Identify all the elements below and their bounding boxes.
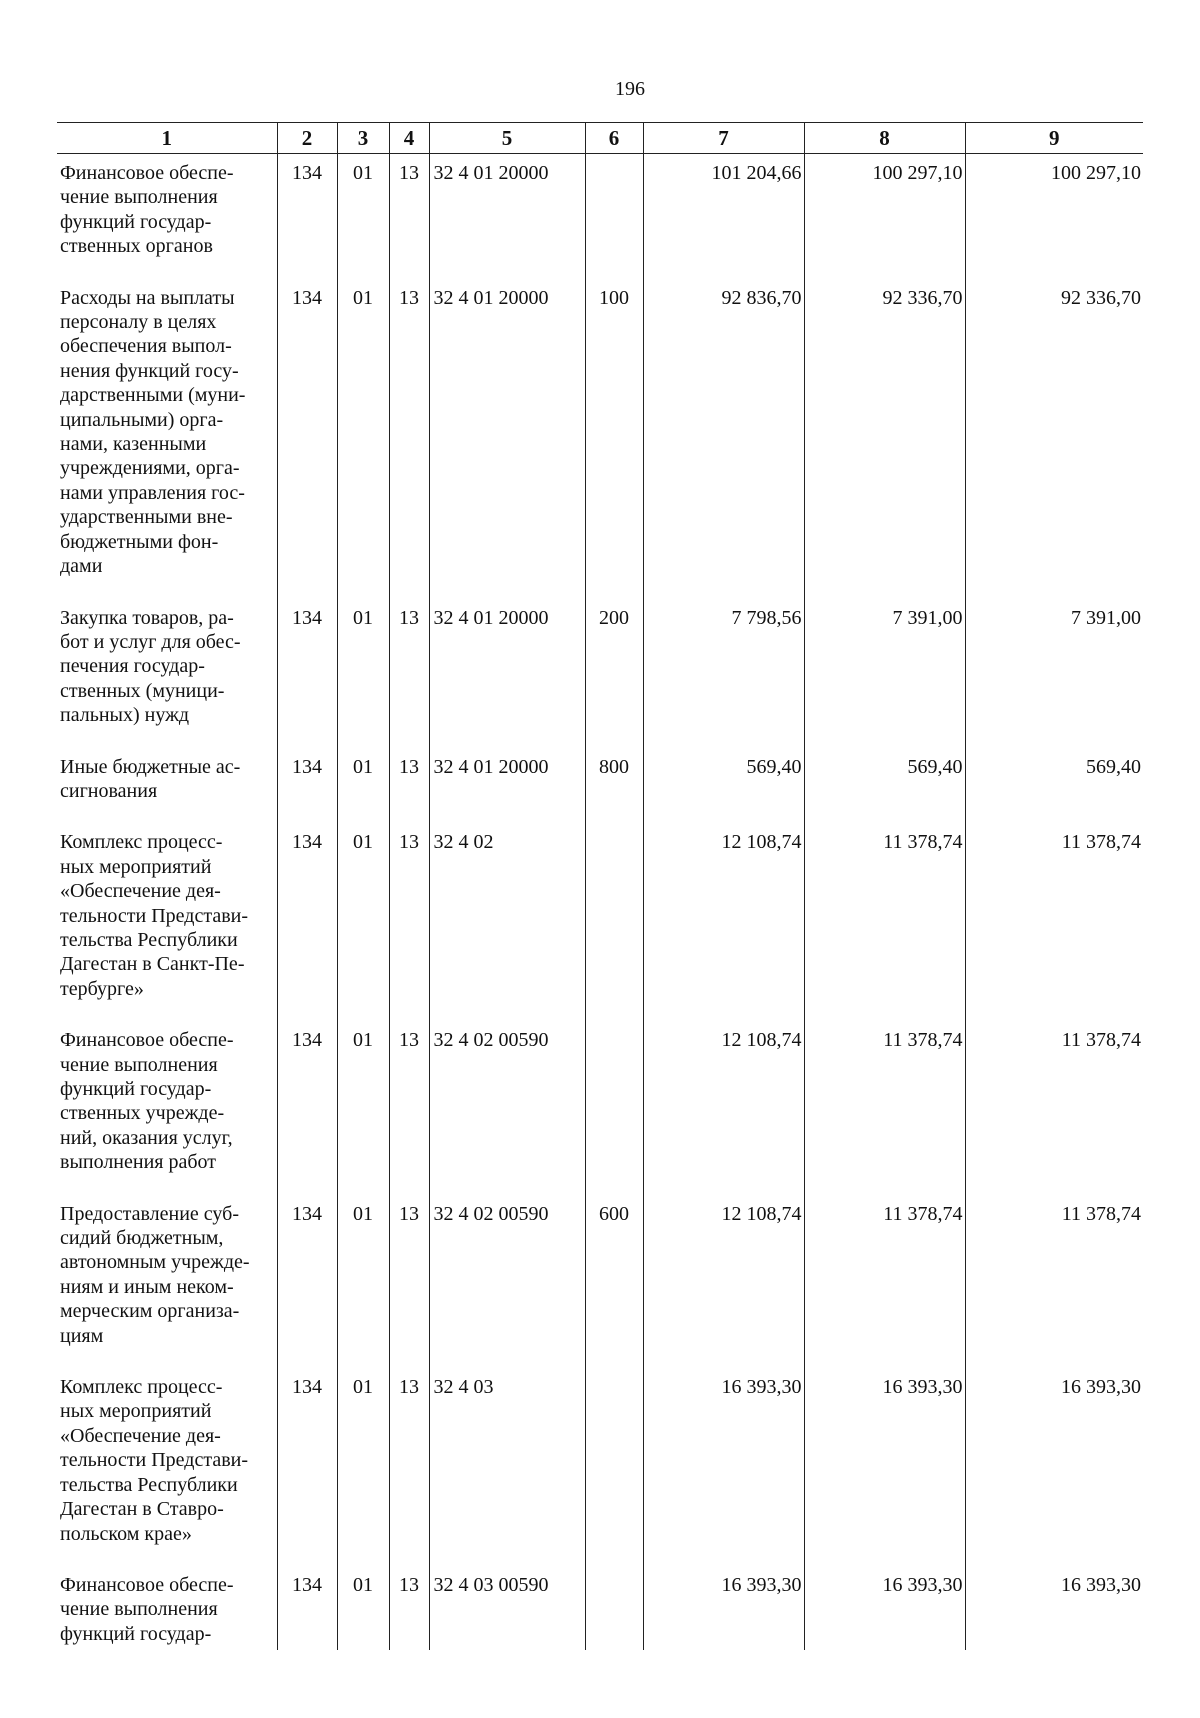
expense-type-cell: 100 <box>585 279 643 599</box>
expense-name-cell: Финансовое обеспе- чение выполнения функций государ- <box>60 1573 234 1645</box>
expense-name-cell: Комплекс процесс- ных мероприятий «Обеспечение дея- тельности Представи- тельства Республики Дагестан в Санкт-Пе- тербурге» <box>60 831 249 1000</box>
amount-col7-cell: 12 108,74 <box>643 823 804 1021</box>
amount-col9-cell: 11 378,74 <box>965 823 1143 1021</box>
target-article-cell: 32 4 03 00590 <box>429 1566 585 1650</box>
section-code-cell: 01 <box>337 279 389 599</box>
column-header: 8 <box>804 123 965 154</box>
amount-col8-cell: 11 378,74 <box>804 1021 965 1194</box>
subsection-code-cell: 13 <box>389 1021 429 1194</box>
table-row <box>57 1368 1143 1566</box>
amount-col8-cell: 100 297,10 <box>804 154 965 279</box>
amount-col7-cell: 12 108,74 <box>643 1021 804 1194</box>
subsection-code-cell: 13 <box>389 599 429 748</box>
target-article-cell: 32 4 02 00590 <box>429 1195 585 1368</box>
table-row <box>57 823 1143 1021</box>
subsection-code-cell: 13 <box>389 1368 429 1566</box>
amount-col8-cell: 7 391,00 <box>804 599 965 748</box>
expense-name-cell: Закупка товаров, ра- бот и услуг для обес- печения государ- ственных (муници- пальных) нужд <box>60 606 241 727</box>
target-article-cell: 32 4 03 <box>429 1368 585 1566</box>
subsection-code-cell: 13 <box>389 279 429 599</box>
ministry-code-cell: 134 <box>277 154 337 279</box>
amount-col8-cell: 16 393,30 <box>804 1566 965 1650</box>
table-row <box>57 1566 1143 1650</box>
ministry-code-cell: 134 <box>277 279 337 599</box>
amount-col8-cell: 569,40 <box>804 748 965 824</box>
column-header: 3 <box>337 123 389 154</box>
column-header: 2 <box>277 123 337 154</box>
expense-name-cell: Комплекс процесс- ных мероприятий «Обеспечение дея- тельности Представи- тельства Республики Дагестан в Ставро- польском крае» <box>60 1376 249 1545</box>
column-header: 9 <box>965 123 1143 154</box>
expense-name-cell: Финансовое обеспе- чение выполнения функций государ- ственных учрежде- ний, оказания услуг, выполнения работ <box>60 1029 234 1174</box>
target-article-cell: 32 4 01 20000 <box>429 279 585 599</box>
section-code-cell: 01 <box>337 1566 389 1650</box>
target-article-cell: 32 4 01 20000 <box>429 599 585 748</box>
ministry-code-cell: 134 <box>277 1566 337 1650</box>
subsection-code-cell: 13 <box>389 1566 429 1650</box>
target-article-cell: 32 4 01 20000 <box>429 154 585 279</box>
expense-type-cell <box>585 1566 643 1650</box>
expense-name-cell: Расходы на выплаты персоналу в целях обеспечения выпол- нения функций госу- дарственными (муни- ципальными) орга- нами, казенными учреждениями, орга- нами управления гос- ударственными вне- бюджетными фон- дами <box>60 286 246 578</box>
expense-name-cell: Предоставление суб- сидий бюджетным, автономным учрежде- ниям и иным неком- мерческим организа- циям <box>60 1202 250 1347</box>
table-row <box>57 599 1143 748</box>
column-header: 1 <box>57 123 277 154</box>
budget-table <box>57 122 1143 1650</box>
expense-type-cell: 800 <box>585 748 643 824</box>
amount-col7-cell: 16 393,30 <box>643 1368 804 1566</box>
target-article-cell: 32 4 02 <box>429 823 585 1021</box>
target-article-cell: 32 4 01 20000 <box>429 748 585 824</box>
table-row <box>57 1195 1143 1368</box>
subsection-code-cell: 13 <box>389 154 429 279</box>
amount-col7-cell: 12 108,74 <box>643 1195 804 1368</box>
column-header: 5 <box>429 123 585 154</box>
amount-col7-cell: 101 204,66 <box>643 154 804 279</box>
subsection-code-cell: 13 <box>389 823 429 1021</box>
amount-col8-cell: 11 378,74 <box>804 823 965 1021</box>
table-row <box>57 279 1143 599</box>
table-header-row <box>57 123 1143 154</box>
amount-col9-cell: 7 391,00 <box>965 599 1143 748</box>
expense-type-cell <box>585 1368 643 1566</box>
column-header: 6 <box>585 123 643 154</box>
amount-col9-cell: 11 378,74 <box>965 1021 1143 1194</box>
column-header: 7 <box>643 123 804 154</box>
ministry-code-cell: 134 <box>277 599 337 748</box>
amount-col9-cell: 569,40 <box>965 748 1143 824</box>
ministry-code-cell: 134 <box>277 1368 337 1566</box>
amount-col8-cell: 92 336,70 <box>804 279 965 599</box>
target-article-cell: 32 4 02 00590 <box>429 1021 585 1194</box>
amount-col7-cell: 16 393,30 <box>643 1566 804 1650</box>
amount-col9-cell: 11 378,74 <box>965 1195 1143 1368</box>
ministry-code-cell: 134 <box>277 1195 337 1368</box>
ministry-code-cell: 134 <box>277 1021 337 1194</box>
page-number: 196 <box>615 78 645 100</box>
amount-col8-cell: 11 378,74 <box>804 1195 965 1368</box>
section-code-cell: 01 <box>337 823 389 1021</box>
ministry-code-cell: 134 <box>277 748 337 824</box>
ministry-code-cell: 134 <box>277 823 337 1021</box>
table-row <box>57 154 1143 279</box>
subsection-code-cell: 13 <box>389 748 429 824</box>
section-code-cell: 01 <box>337 154 389 279</box>
section-code-cell: 01 <box>337 1368 389 1566</box>
expense-name-cell: Иные бюджетные ас- сигнования <box>60 755 241 802</box>
section-code-cell: 01 <box>337 748 389 824</box>
amount-col7-cell: 92 836,70 <box>643 279 804 599</box>
expense-type-cell <box>585 154 643 279</box>
expense-name-cell: Финансовое обеспе- чение выполнения функций государ- ственных органов <box>60 162 234 258</box>
amount-col8-cell: 16 393,30 <box>804 1368 965 1566</box>
amount-col9-cell: 16 393,30 <box>965 1566 1143 1650</box>
amount-col7-cell: 7 798,56 <box>643 599 804 748</box>
expense-type-cell <box>585 823 643 1021</box>
section-code-cell: 01 <box>337 1021 389 1194</box>
expense-type-cell: 600 <box>585 1195 643 1368</box>
amount-col9-cell: 92 336,70 <box>965 279 1143 599</box>
expense-type-cell: 200 <box>585 599 643 748</box>
table-row <box>57 748 1143 824</box>
amount-col9-cell: 100 297,10 <box>965 154 1143 279</box>
amount-col9-cell: 16 393,30 <box>965 1368 1143 1566</box>
expense-type-cell <box>585 1021 643 1194</box>
section-code-cell: 01 <box>337 1195 389 1368</box>
amount-col7-cell: 569,40 <box>643 748 804 824</box>
subsection-code-cell: 13 <box>389 1195 429 1368</box>
column-header: 4 <box>389 123 429 154</box>
table-row <box>57 1021 1143 1194</box>
section-code-cell: 01 <box>337 599 389 748</box>
